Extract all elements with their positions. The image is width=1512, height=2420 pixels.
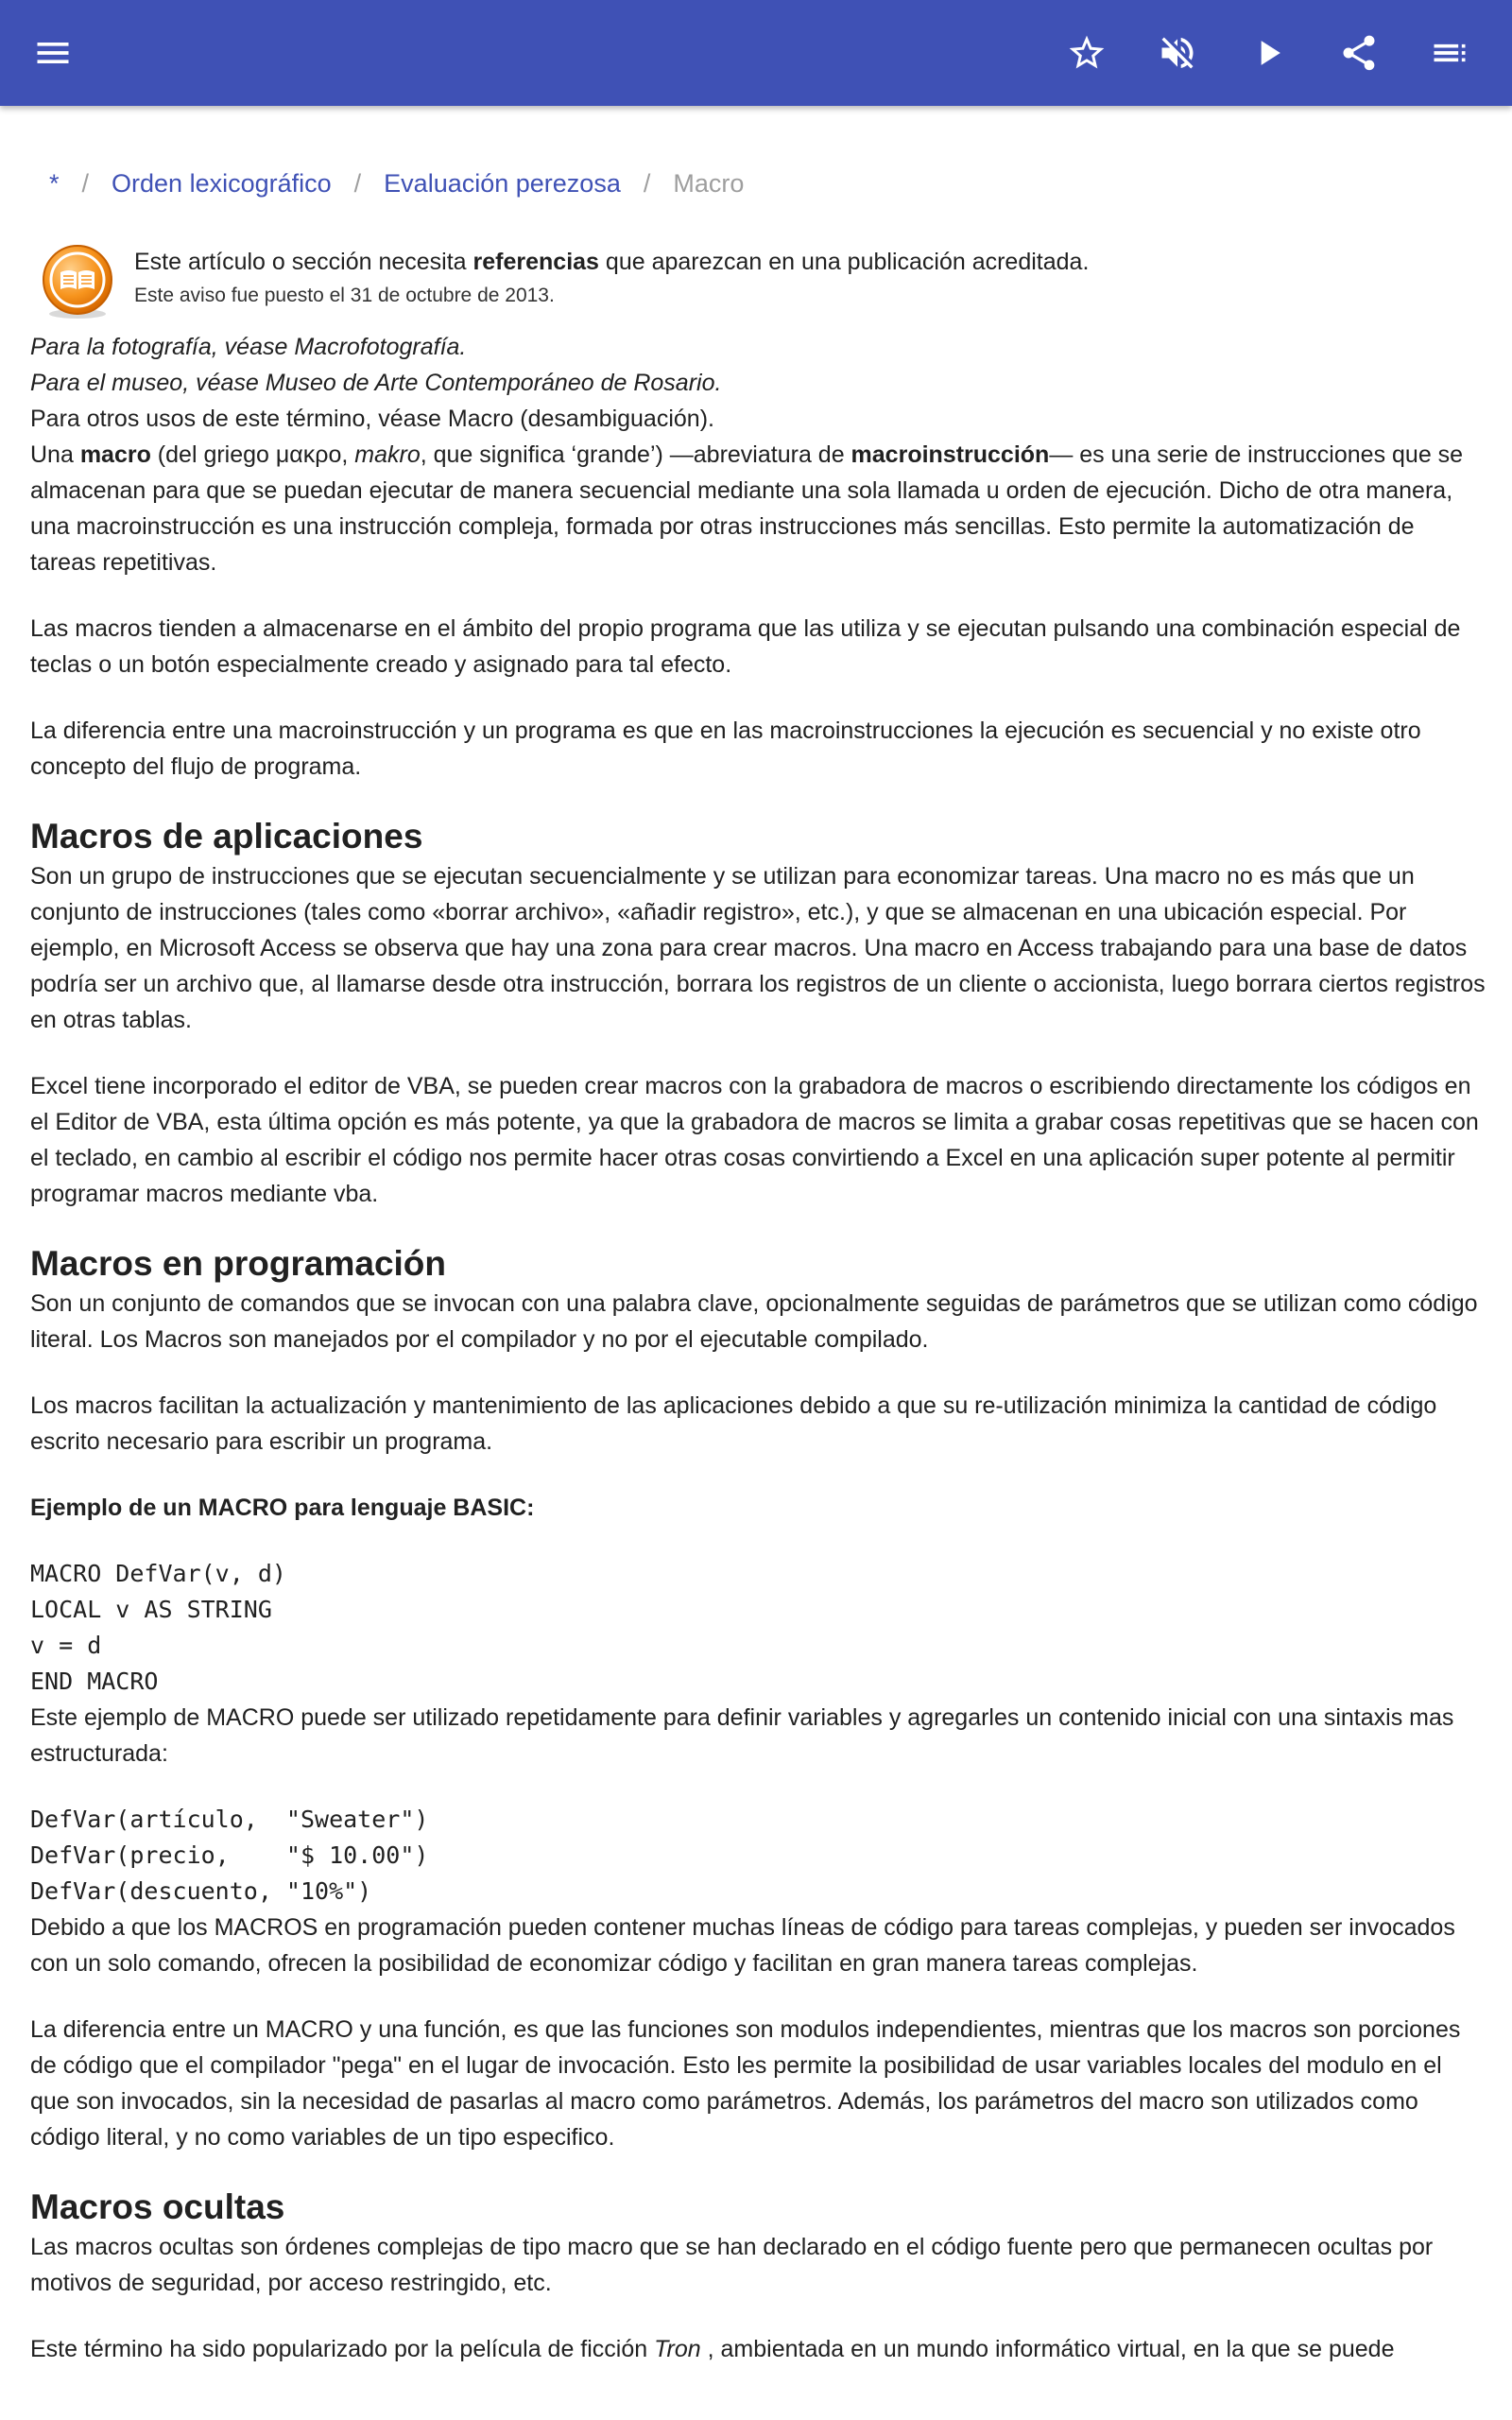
breadcrumb <box>49 166 1486 200</box>
section-heading: Macros ocultas <box>30 2187 285 2226</box>
term-makro: makro <box>354 441 421 468</box>
breadcrumb-current: Macro <box>673 169 745 198</box>
intro-paragraph <box>30 437 1486 580</box>
term-tron: Tron <box>654 2336 701 2362</box>
section-paragraph: Son un conjunto de comandos que se invocan con una palabra clave, opcionalmente seguidas de parámetros que se utilizan como código literal. Los Macros son manejados por el compilador y no por el ejecutable compilado. <box>30 1290 1478 1353</box>
text: , que significa ‘grande’) —abreviatura de <box>420 441 851 468</box>
breadcrumb-separator: / <box>81 169 90 198</box>
star-outline-icon[interactable] <box>1057 25 1117 81</box>
hatnote[interactable]: Para la fotografía, véase Macrofotografía. <box>30 334 467 360</box>
notice-main <box>134 246 1089 278</box>
breadcrumb-item[interactable]: Orden lexicográfico <box>112 169 332 198</box>
notice-date: Este aviso fue puesto el 31 de octubre de 2013. <box>134 285 555 306</box>
open-book-icon <box>38 242 117 321</box>
text: , ambientada en un mundo informático virtual, en la que se puede <box>700 2336 1395 2362</box>
toc-list-icon[interactable] <box>1419 25 1480 81</box>
volume-off-icon[interactable] <box>1147 25 1208 81</box>
term-macroinstruccion: macroinstrucción <box>850 441 1050 468</box>
section-paragraph: Las macros ocultas son órdenes complejas de tipo macro que se han declarado en el código fuente pero que permanecen ocultas por motivos de seguridad, por acceso restringido, etc. <box>30 2234 1434 2296</box>
section-paragraph: Son un grupo de instrucciones que se ejecutan secuencialmente y se utilizan para economizar tareas. Una macro no es más que un conjunto de instrucciones (tales como «borrar archivo», «añadir registro», etc.), y que se almacenan en una ubicación especial. Por ejemplo, en Microsoft Access se observa que hay una zona para crear macros. Una macro en Access trabajando para una base de datos podría ser un archivo que, al llamarse desde otra instrucción, borrara los registros de un cliente o accionista, luego borrara ciertos registros en otras tablas. <box>30 863 1486 1033</box>
share-icon[interactable] <box>1329 25 1389 81</box>
section-paragraph: Excel tiene incorporado el editor de VBA, se pueden crear macros con la grabadora de macros o escribiendo directamente los códigos en el Editor de VBA, esta última opción es más potente, ya que la grabadora de macros se limita a grabar cosas repetitivas que se hacen con el teclado, en cambio al escribir el código nos permite hacer otras cosas convirtiendo a Excel en una aplicación super potente al permitir programar macros mediante vba. <box>30 1073 1479 1207</box>
section-paragraph: Este ejemplo de MACRO puede ser utilizado repetidamente para definir variables y agregarles un contenido inicial con una sintaxis mas estructurada: <box>30 1704 1454 1767</box>
section-paragraph <box>30 2331 1486 2367</box>
example-label: Ejemplo de un MACRO para lenguaje BASIC: <box>30 1495 535 1521</box>
notice-text <box>134 246 1089 310</box>
article-content <box>30 106 1486 2367</box>
notice-text-before: Este artículo o sección necesita <box>134 249 473 275</box>
breadcrumb-home[interactable]: * <box>49 169 60 198</box>
breadcrumb-separator: / <box>643 169 651 198</box>
breadcrumb-separator: / <box>353 169 362 198</box>
hatnotes <box>30 329 1486 437</box>
intro-paragraph: Las macros tienden a almacenarse en el ámbito del propio programa que las utiliza y se ejecutan pulsando una combinación especial de teclas o un botón especialmente creado y asignado para tal efecto. <box>30 615 1461 678</box>
hamburger-menu-icon[interactable] <box>23 25 83 81</box>
section-paragraph: Los macros facilitan la actualización y mantenimiento de las aplicaciones debido a que su re-utilización minimiza la cantidad de código escrito necesario para escribir un programa. <box>30 1392 1437 1455</box>
section-heading: Macros en programación <box>30 1244 447 1283</box>
code-block: MACRO DefVar(v, d) LOCAL v AS STRING v = d END MACRO <box>30 1560 286 1695</box>
hatnote[interactable]: Para el museo, véase Museo de Arte Contemporáneo de Rosario. <box>30 370 722 396</box>
notice-text-bold: referencias <box>472 249 599 275</box>
section-paragraph: La diferencia entre un MACRO y una función, es que las funciones son modulos independientes, mientras que los macros son porciones de código que el compilador "pega" en el lugar de invocación. Esto les permite la posibilidad de usar variables locales del modulo en el que son invocados, sin la necesidad de pasarlas al macro como parámetros. Además, los parámetros del macro son utilizados como código literal, y no como variables de un tipo especifico. <box>30 2016 1461 2151</box>
hatnote[interactable]: Para otros usos de este término, véase Macro (desambiguación). <box>30 406 714 432</box>
references-notice <box>30 246 1486 321</box>
breadcrumb-item[interactable]: Evaluación perezosa <box>384 169 621 198</box>
intro-paragraph: La diferencia entre una macroinstrucción y un programa es que en las macroinstrucciones la ejecución es secuencial y no existe otro concepto del flujo de programa. <box>30 717 1421 780</box>
app-bar-actions <box>1057 25 1480 81</box>
text: Una <box>30 441 80 468</box>
text: — es una serie de instrucciones que se almacenan para que se puedan ejecutar de manera secuencial mediante una sola llamada u orden de ejecución. Dicho de otra manera, una macroinstrucción es una instrucción compleja, formada por otras instrucciones más sencillas. Esto permite la automatización de tareas repetitivas. <box>30 441 1464 576</box>
section-heading: Macros de aplicaciones <box>30 817 423 856</box>
text: Este término ha sido popularizado por la película de ficción <box>30 2336 655 2362</box>
app-bar <box>0 0 1512 106</box>
term-macro: macro <box>79 441 151 468</box>
code-block: DefVar(artículo, "Sweater") DefVar(precio, "$ 10.00") DefVar(descuento, "10%") <box>30 1806 429 1905</box>
notice-text-after: que aparezcan en una publicación acreditada. <box>598 249 1090 275</box>
section-paragraph: Debido a que los MACROS en programación pueden contener muchas líneas de código para tareas complejas, y pueden ser invocados con un solo comando, ofrecen la posibilidad de economizar código y facilitan en gran manera tareas complejas. <box>30 1914 1455 1977</box>
play-icon[interactable] <box>1238 25 1298 81</box>
text: (del griego μακρο, <box>150 441 355 468</box>
